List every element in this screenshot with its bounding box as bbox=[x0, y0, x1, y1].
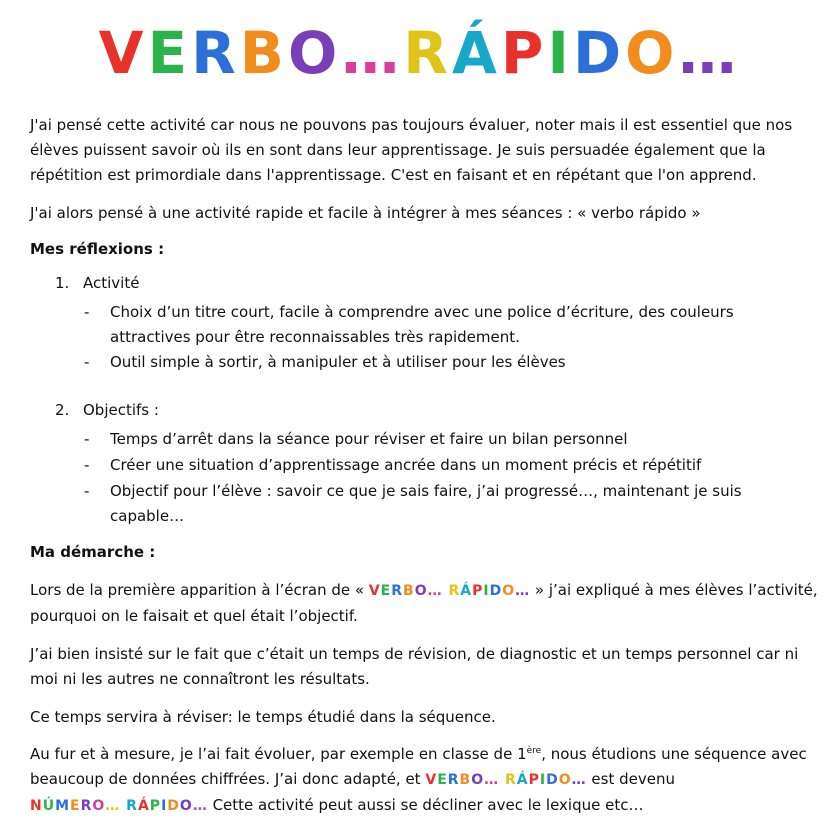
verbo-rapido-logo bbox=[369, 583, 530, 599]
logo-letter: O bbox=[558, 772, 572, 788]
demarche-paragraph-2 bbox=[30, 642, 830, 692]
logo-letter: R bbox=[447, 772, 460, 788]
logo-letter: P bbox=[500, 19, 548, 87]
list-number: 1. bbox=[55, 274, 70, 292]
list-item-activite bbox=[55, 274, 139, 292]
logo-letter: … bbox=[427, 583, 443, 599]
sub-item-text: Créer une situation d’apprentissage ancrée dans un moment précis et répétitif bbox=[110, 456, 702, 474]
title-logo bbox=[99, 8, 741, 98]
logo-letter: R bbox=[448, 583, 461, 599]
logo-letter: I bbox=[547, 19, 573, 87]
demarche-text: » j’ai expliqué à mes élèves l’activité, pourquoi on le faisait et quel était l’objectif. bbox=[30, 581, 818, 625]
demarche-text: , nous étudions une séquence avec beaucoup de données chiffrées. J’ai donc adapté, et bbox=[30, 745, 807, 788]
logo-letter: E bbox=[380, 583, 392, 599]
list-item-objectifs bbox=[55, 401, 159, 419]
logo-letter: Á bbox=[137, 798, 150, 814]
logo-letter: B bbox=[239, 19, 288, 87]
logo-letter: V bbox=[98, 19, 148, 87]
demarche-text: est devenu bbox=[586, 770, 675, 788]
sub-list-item bbox=[84, 479, 804, 529]
sub-item-text: Outil simple à sortir, à manipuler et à utiliser pour les élèves bbox=[110, 353, 566, 371]
numero-rapido-logo bbox=[30, 798, 208, 814]
sub-item-text: Temps d’arrêt dans la séance pour réviser et faire un bilan personnel bbox=[110, 430, 628, 448]
page-title bbox=[0, 8, 839, 98]
logo-letter: … bbox=[571, 772, 587, 788]
logo-letter: V bbox=[425, 772, 438, 788]
logo-letter: M bbox=[55, 798, 71, 814]
sub-item-text: Choix d’un titre court, facile à comprendre avec une police d’écriture, des couleurs attractives pour être reconnaissables très rapidement. bbox=[110, 303, 734, 346]
demarche-paragraph-3 bbox=[30, 705, 830, 730]
demarche-text: Cette activité peut aussi se décliner avec le lexique etc… bbox=[207, 796, 644, 814]
logo-letter: E bbox=[437, 772, 448, 788]
logo-letter: P bbox=[472, 583, 484, 599]
logo-letter: … bbox=[105, 798, 121, 814]
logo-letter: D bbox=[546, 772, 559, 788]
demarche-heading: Ma démarche : bbox=[30, 543, 156, 561]
intro-text-1: J'ai pensé cette activité car nous ne pouvons pas toujours évaluer, noter mais il est essentiel que nos élèves puissent savoir où ils en sont dans leur apprentissage. Je suis persuadée également que la répétition est primordiale dans l'apprentissage. C'est en faisant et en répétant que l'on apprend. bbox=[30, 116, 793, 184]
logo-letter: R bbox=[391, 583, 404, 599]
logo-letter: O bbox=[625, 19, 679, 87]
logo-letter: R bbox=[403, 19, 452, 87]
logo-letter: O bbox=[92, 798, 106, 814]
logo-letter: P bbox=[149, 798, 162, 814]
reflexions-heading: Mes réflexions : bbox=[30, 240, 165, 258]
dash-bullet: - bbox=[84, 430, 90, 448]
logo-letter: … bbox=[678, 19, 741, 87]
sub-list-item bbox=[84, 453, 804, 478]
logo-letter: I bbox=[483, 583, 490, 599]
logo-letter: R bbox=[191, 19, 240, 87]
logo-letter: O bbox=[179, 798, 193, 814]
dash-bullet: - bbox=[84, 303, 90, 321]
dash-bullet: - bbox=[84, 482, 90, 500]
demarche-paragraph-4 bbox=[30, 742, 830, 819]
list-label: Activité bbox=[83, 274, 140, 292]
logo-letter: R bbox=[126, 798, 138, 814]
dash-bullet: - bbox=[84, 456, 90, 474]
logo-letter: B bbox=[403, 583, 415, 599]
demarche-text-3: Ce temps servira à réviser: le temps étudié dans la séquence. bbox=[30, 708, 496, 726]
demarche-text-2: J’ai bien insisté sur le fait que c’était un temps de révision, de diagnostic et un temps personnel car ni moi ni les autres ne connaîtront les résultats. bbox=[30, 645, 799, 688]
logo-letter: … bbox=[192, 798, 208, 814]
list-label: Objectifs : bbox=[83, 401, 159, 419]
dash-bullet: - bbox=[84, 353, 90, 371]
logo-letter: D bbox=[572, 19, 626, 87]
intro-text-2: J'ai alors pensé à une activité rapide et facile à intégrer à mes séances : « verbo rápido » bbox=[30, 204, 701, 222]
demarche-text: Lors de la première apparition à l’écran de « bbox=[30, 581, 369, 599]
logo-letter: R bbox=[80, 798, 93, 814]
logo-letter: … bbox=[515, 583, 531, 599]
logo-letter: O bbox=[502, 583, 516, 599]
logo-letter: E bbox=[70, 798, 81, 814]
list-number: 2. bbox=[55, 401, 70, 419]
logo-letter: E bbox=[147, 19, 192, 87]
sub-item-text: Objectif pour l’élève : savoir ce que je sais faire, j’ai progressé…, maintenant je suis capable… bbox=[110, 482, 742, 525]
logo-letter: V bbox=[368, 583, 381, 599]
logo-letter: O bbox=[287, 19, 342, 87]
demarche-paragraph-1 bbox=[30, 578, 830, 629]
logo-letter: O bbox=[471, 772, 485, 788]
logo-letter: P bbox=[528, 772, 540, 788]
intro-paragraph-2 bbox=[30, 201, 830, 226]
logo-letter: N bbox=[30, 798, 43, 814]
logo-letter: D bbox=[489, 583, 503, 599]
logo-letter: Á bbox=[451, 19, 501, 87]
logo-letter: Ú bbox=[42, 798, 56, 814]
logo-letter: B bbox=[459, 772, 472, 788]
logo-letter: … bbox=[484, 772, 500, 788]
intro-paragraph-1 bbox=[30, 113, 830, 188]
logo-letter: I bbox=[161, 798, 168, 814]
logo-letter: I bbox=[539, 772, 547, 788]
demarche-text: Au fur et à mesure, je l’ai fait évoluer, par exemple en classe de 1 bbox=[30, 745, 527, 763]
logo-letter: … bbox=[341, 19, 404, 87]
superscript: ère bbox=[526, 746, 542, 756]
verbo-rapido-logo bbox=[425, 772, 586, 788]
sub-list-item bbox=[84, 350, 804, 375]
logo-letter: R bbox=[505, 772, 517, 788]
sub-list-item bbox=[84, 300, 804, 350]
logo-letter: Á bbox=[516, 772, 529, 788]
sub-list-item bbox=[84, 427, 804, 452]
logo-letter: Á bbox=[460, 583, 473, 599]
logo-letter: O bbox=[414, 583, 428, 599]
logo-letter: D bbox=[167, 798, 180, 814]
